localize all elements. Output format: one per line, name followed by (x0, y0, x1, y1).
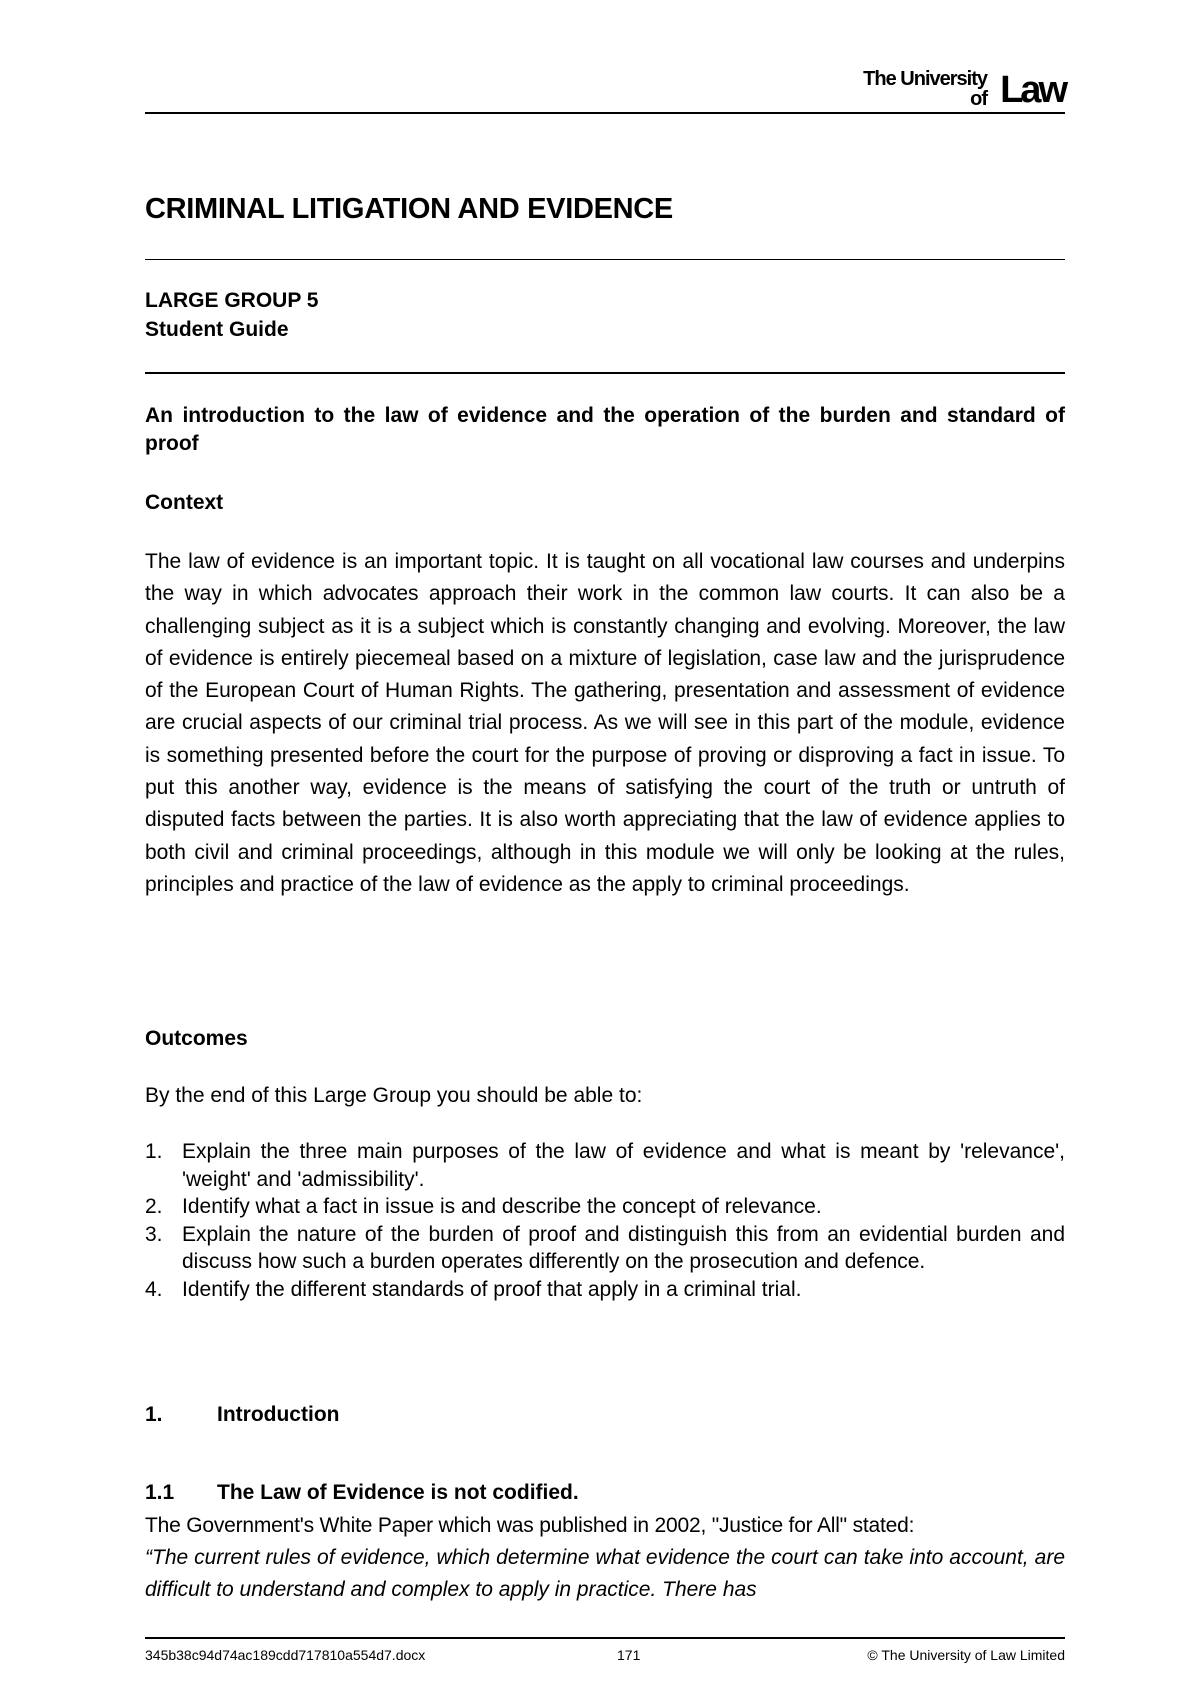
list-item-number: 4. (145, 1277, 163, 1301)
outcomes-lead: By the end of this Large Group you should be able to: (145, 1084, 643, 1107)
list-item (145, 1138, 1065, 1193)
section-1-1-title: The Law of Evidence is not codified. (217, 1481, 579, 1504)
context-heading: Context (145, 491, 224, 514)
list-item (145, 1221, 1065, 1276)
list-item-text: Explain the nature of the burden of proof and distinguish this from an evidential burden and discuss how such a burden operates differently on the prosecution and defence. (182, 1222, 1065, 1273)
list-item-number: 2. (145, 1195, 163, 1218)
logo-text-line2: of (970, 88, 987, 110)
section-1-1-text: The Government's White Paper which was published in 2002, "Justice for All" stated: (145, 1514, 915, 1537)
logo-text-line1: The University (863, 68, 987, 90)
subtitle-rule (145, 372, 1065, 374)
list-item (145, 1276, 1065, 1304)
intro-heading: An introduction to the law of evidence and the operation of the burden and standard of proof (145, 404, 1065, 455)
section-1-1-number: 1.1 (145, 1481, 175, 1504)
section-1-number: 1. (145, 1403, 163, 1426)
subtitle-line2: Student Guide (145, 318, 289, 341)
list-item-text: Explain the three main purposes of the law of evidence and what is meant by 'relevance', 'weight' and 'admissibility'. (182, 1140, 1065, 1191)
list-item-number: 1. (145, 1140, 163, 1163)
context-body: The law of evidence is an important topic. It is taught on all vocational law courses and underpins the way in which advocates approach their work in the common law courts. It can also be a challenging subject as it is a subject which is constantly changing and evolving. Moreover, the law of evidence is entirely piecemeal based on a mixture of legislation, case law and the jurisprudence of the European Court of Human Rights. The gathering, presentation and assessment of evidence are crucial aspects of our criminal trial process. As we will see in this part of the module, evidence is something presented before the court for the purpose of proving or disproving a fact in issue. To put this another way, evidence is the means of satisfying the court of the truth or untruth of disputed facts between the parties. It is also worth appreciating that the law of evidence applies to both civil and criminal proceedings, although in this module we will only be looking at the rules, principles and practice of the law of evidence as the apply to criminal proceedings. (145, 550, 1065, 896)
list-item (145, 1193, 1065, 1221)
header-rule (145, 112, 1065, 114)
university-of-law-logo (845, 66, 1065, 112)
list-item-number: 3. (145, 1222, 163, 1246)
footer-page-number: 171 (617, 1647, 641, 1663)
title-rule (145, 259, 1065, 260)
section-1-1-quote: “The current rules of evidence, which determine what evidence the court can take into account, are difficult to understand and complex to apply in practice. There has (145, 1546, 1065, 1601)
outcomes-heading: Outcomes (145, 1027, 248, 1050)
footer-filename: 345b38c94d74ac189cdd717810a554d7.docx (145, 1647, 426, 1663)
list-item-text: Identify what a fact in issue is and describe the concept of relevance. (182, 1195, 822, 1218)
subtitle-line1: LARGE GROUP 5 (145, 289, 319, 312)
list-item-text: Identify the different standards of proof that apply in a criminal trial. (182, 1277, 802, 1301)
outcomes-list (145, 1138, 1065, 1303)
document-title: CRIMINAL LITIGATION AND EVIDENCE (145, 193, 673, 225)
footer-rule (145, 1637, 1065, 1639)
logo-text-line3: Law (1000, 69, 1065, 111)
footer-copyright: © The University of Law Limited (867, 1647, 1065, 1663)
section-1-title: Introduction (217, 1403, 340, 1426)
